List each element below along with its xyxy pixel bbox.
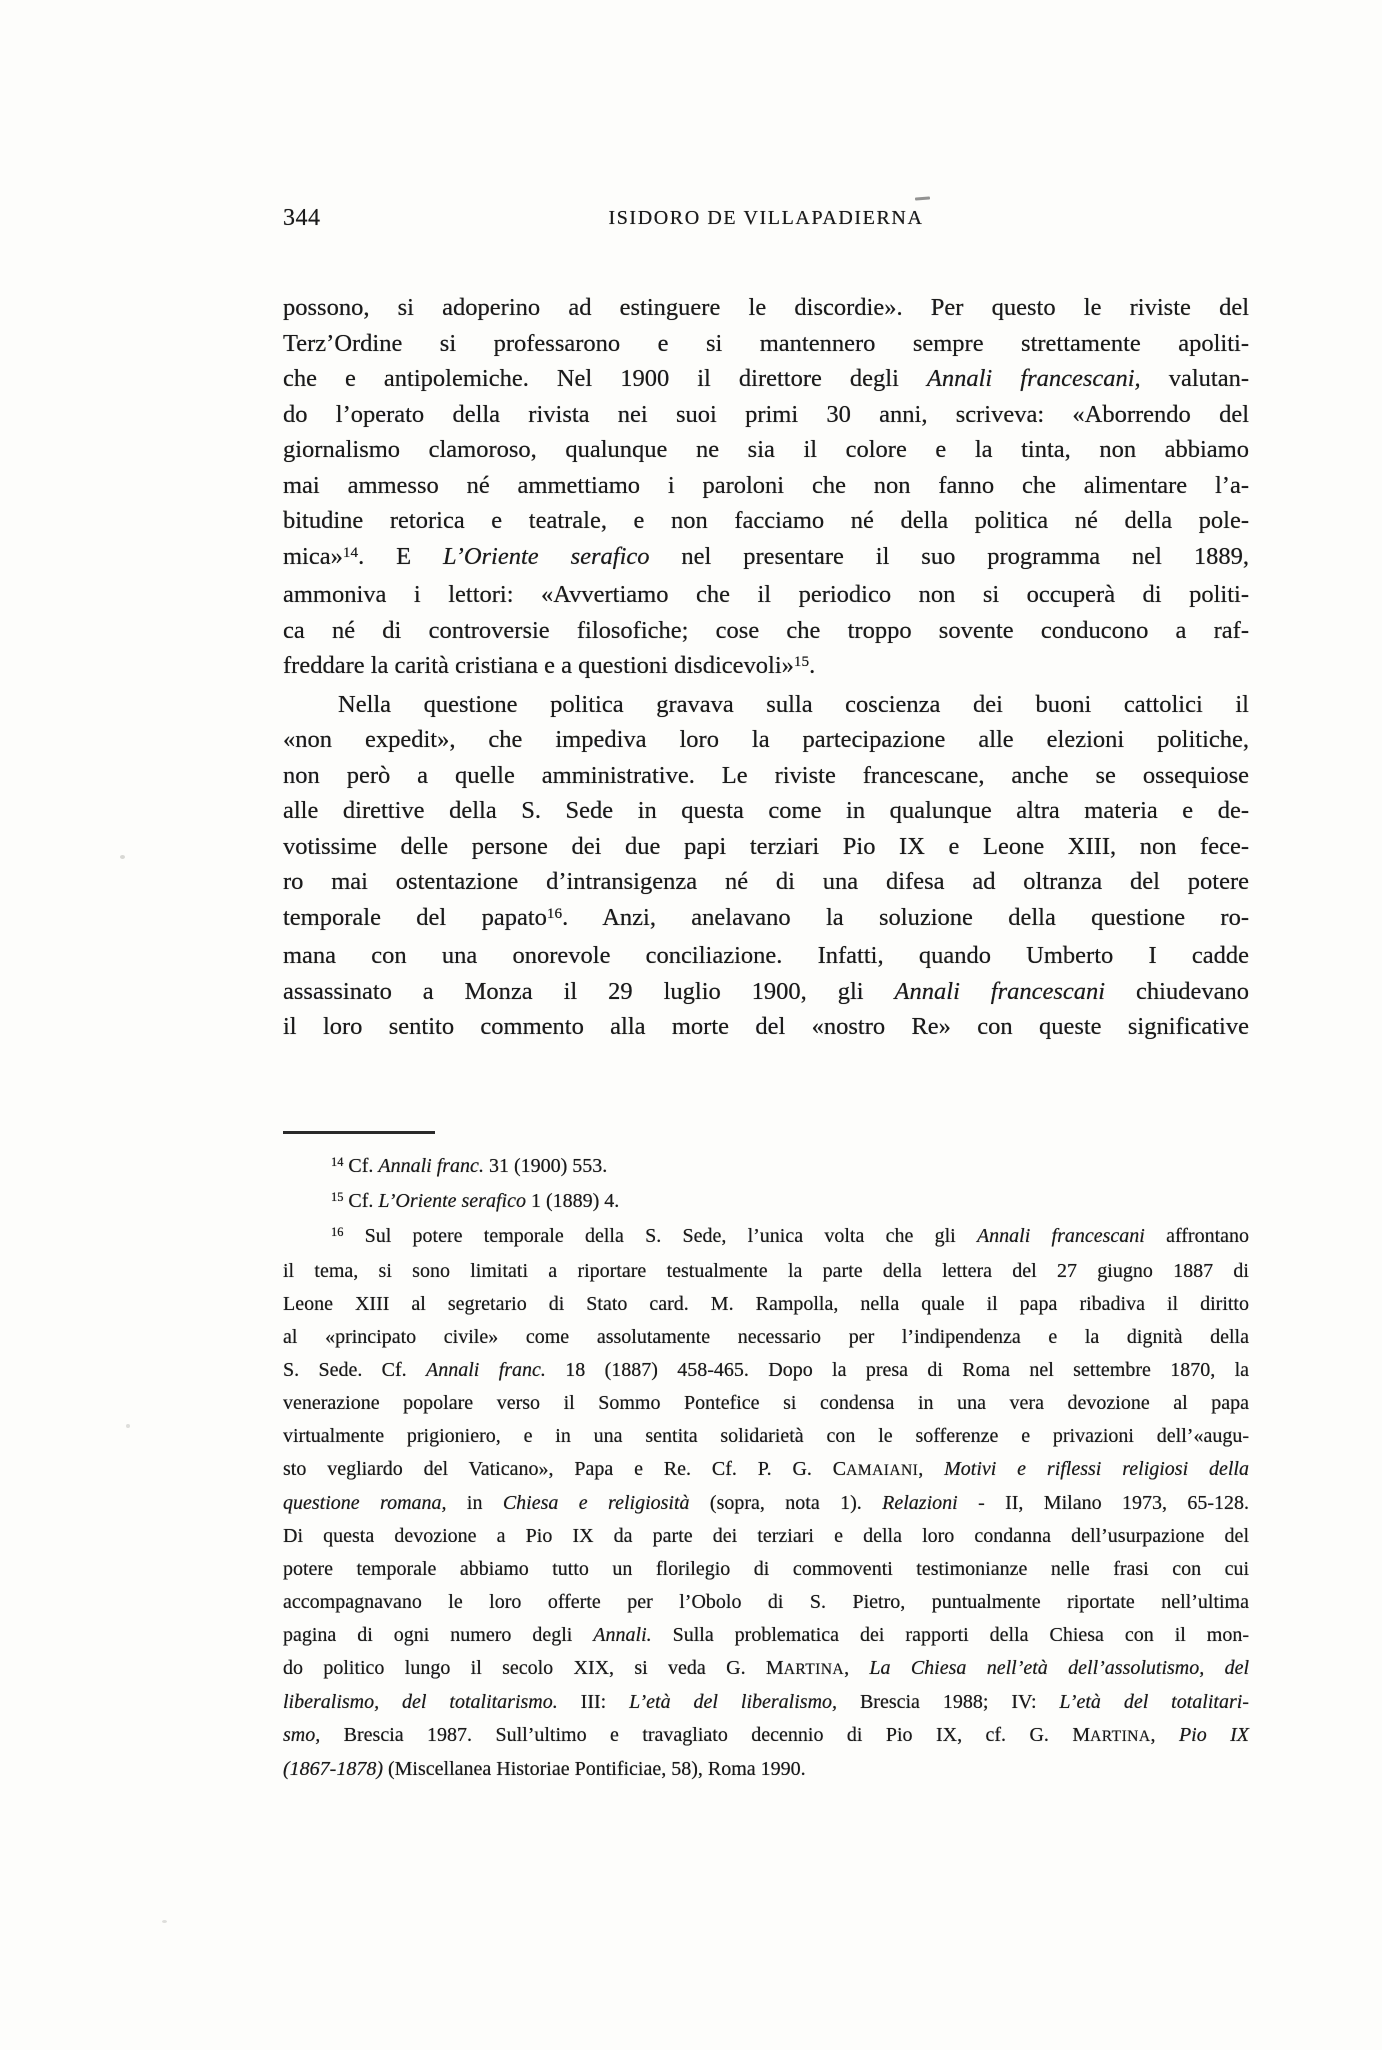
footnote-line: venerazione popolare verso il Sommo Pontefice si condensa in una vera devozione al papa <box>283 1392 1249 1414</box>
footnote-line: do politico lungo il secolo XIX, si veda G. MARTINA, La Chiesa nell’età dell’assolutismo, del <box>283 1657 1250 1679</box>
text-line: possono, si adoperino ad estinguere le discordie». Per questo le riviste del <box>283 294 1249 321</box>
footnote-line: Leone XIII al segretario di Stato card. M. Rampolla, nella quale il papa ribadiva il diritto <box>283 1293 1249 1315</box>
footnote-line: (1867-1878) (Miscellanea Historiae Pontificiae, 58), Roma 1990. <box>283 1758 806 1780</box>
text-line: alle direttive della S. Sede in questa come in qualunque altra materia e de- <box>283 797 1249 824</box>
page-number: 344 <box>283 205 321 231</box>
body-text <box>283 290 1249 1045</box>
footnote-line: S. Sede. Cf. Annali franc. 18 (1887) 458-465. Dopo la presa di Roma nel settembre 1870, la <box>283 1359 1250 1381</box>
footnote-line: $^{16}$ Sul potere temporale della S. Sede, l’unica volta che gli Annali francescani affrontano <box>331 1225 1250 1247</box>
text-line: il loro sentito commento alla morte del «nostro Re» con queste significative <box>283 1013 1249 1040</box>
text-line: freddare la carità cristiana e a questioni disdicevoli»$^{15}$. <box>283 652 816 679</box>
text-line: «non expedit», che impediva loro la partecipazione alle elezioni politiche, <box>283 726 1249 753</box>
text-line: che e antipolemiche. Nel 1900 il direttore degli Annali francescani, valutan- <box>283 365 1249 392</box>
page-header <box>283 205 1249 235</box>
footnote-line: questione romana, in Chiesa e religiosità (sopra, nota 1). Relazioni - II, Milano 1973, 65-128. <box>283 1492 1250 1514</box>
footnote-line: sto vegliardo del Vaticano», Papa e Re. Cf. P. G. CAMAIANI, Motivi e riflessi religiosi della <box>283 1458 1249 1480</box>
text-line: assassinato a Monza il 29 luglio 1900, gli Annali francescani chiudevano <box>283 977 1249 1005</box>
footnotes <box>283 1150 1249 1786</box>
text-line: do l’operato della rivista nei suoi primi 30 anni, scriveva: «Aborrendo del <box>283 400 1249 428</box>
text-line: votissime delle persone dei due papi terziari Pio IX e Leone XIII, non fece- <box>283 832 1249 860</box>
text-line: Terz’Ordine si professarono e si mantennero sempre strettamente apoliti- <box>283 329 1249 357</box>
running-title: ISIDORO DE VILLAPADIERNA <box>608 207 924 229</box>
footnote-line: $^{15}$ Cf. L’Oriente serafico 1 (1889) 4. <box>331 1190 620 1212</box>
text-line: ca né di controversie filosofiche; cose che troppo sovente conducono a raf- <box>283 616 1249 644</box>
footnote-separator <box>283 1131 435 1134</box>
text-line: non però a quelle amministrative. Le riviste francescane, anche se ossequiose <box>283 761 1249 789</box>
text-line: Nella questione politica gravava sulla coscienza dei buoni cattolici il <box>338 690 1249 718</box>
text-line: ammoniva i lettori: «Avvertiamo che il periodico non si occuperà di politi- <box>283 581 1249 608</box>
footnote-line: accompagnavano le loro offerte per l’Obolo di S. Pietro, puntualmente riportate nell’ultima <box>283 1591 1249 1613</box>
text-line: giornalismo clamoroso, qualunque ne sia il colore e la tinta, non abbiamo <box>283 436 1249 463</box>
footnote-line: liberalismo, del totalitarismo. III: L’età del liberalismo, Brescia 1988; IV: L’età del totalitari- <box>283 1691 1249 1713</box>
footnote-line: il tema, si sono limitati a riportare testualmente la parte della lettera del 27 giugno 1887 di <box>283 1260 1249 1282</box>
footnote-line: Di questa devozione a Pio IX da parte dei terziari e della loro condanna dell’usurpazione del <box>283 1525 1249 1547</box>
scan-artifact-speck <box>120 855 125 859</box>
text-line: bitudine retorica e teatrale, e non facciamo né della politica né della pole- <box>283 507 1249 534</box>
footnote-line: virtualmente prigioniero, e in una sentita solidarietà con le sofferenze e privazioni dell’«augu- <box>283 1425 1249 1447</box>
footnote-line: smo, Brescia 1987. Sull’ultimo e travagliato decennio di Pio IX, cf. G. MARTINA, Pio IX <box>283 1724 1250 1746</box>
text-line: temporale del papato$^{16}$. Anzi, anelavano la soluzione della questione ro- <box>283 903 1249 931</box>
scan-artifact-speck <box>162 1920 167 1923</box>
footnote-line: pagina di ogni numero degli Annali. Sulla problematica dei rapporti della Chiesa con il mon- <box>283 1624 1249 1646</box>
footnote-line: al «principato civile» come assolutamente necessario per l’indipendenza e la dignità della <box>283 1326 1249 1348</box>
footnote-line: potere temporale abbiamo tutto un florilegio di commoventi testimonianze nelle frasi con cui <box>283 1558 1249 1580</box>
scan-artifact-dash <box>915 196 930 200</box>
scan-artifact-speck <box>126 1424 130 1428</box>
text-line: ro mai ostentazione d’intransigenza né di una difesa ad oltranza del potere <box>283 868 1249 895</box>
text-line: mai ammesso né ammettiamo i paroloni che non fanno che alimentare l’a- <box>283 471 1249 499</box>
text-line: mica»$^{14}$. E L’Oriente serafico nel presentare il suo programma nel 1889, <box>283 542 1249 570</box>
footnote-line: $^{14}$ Cf. Annali franc. 31 (1900) 553. <box>331 1155 608 1177</box>
text-line: mana con una onorevole conciliazione. Infatti, quando Umberto I cadde <box>283 942 1249 969</box>
